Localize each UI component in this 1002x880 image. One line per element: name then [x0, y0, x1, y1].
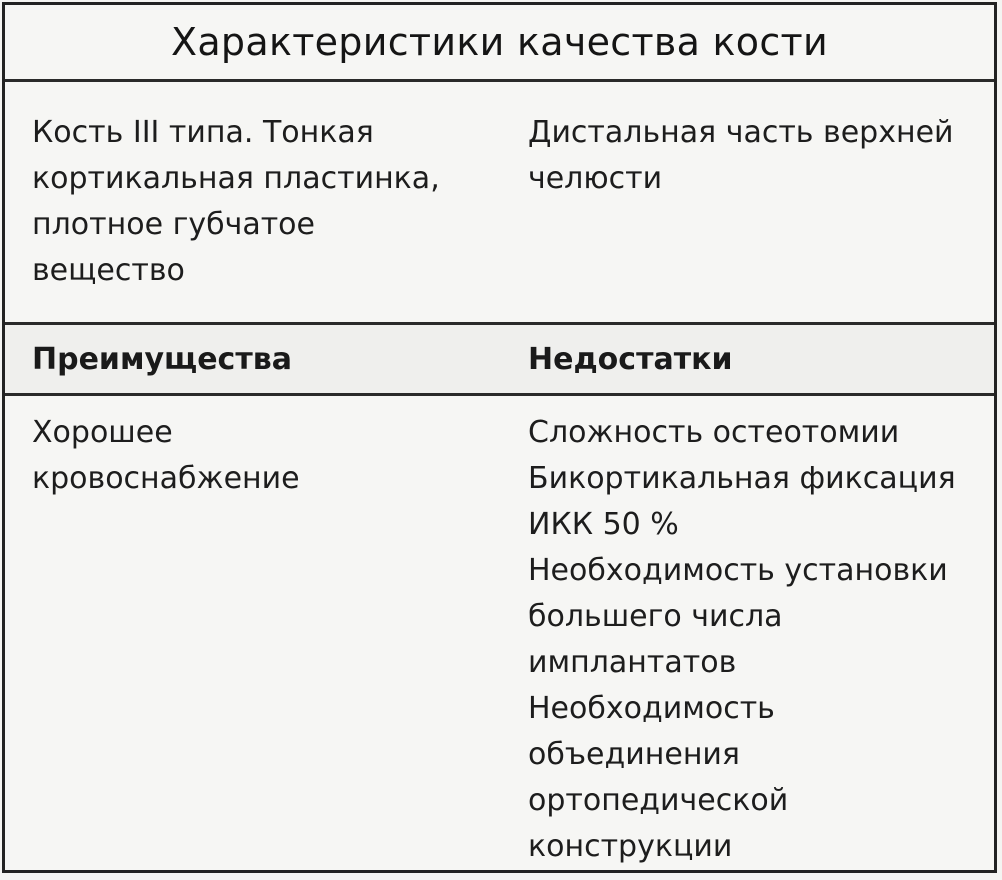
table-title-row [5, 5, 994, 82]
disadvantage-line: объединения [528, 737, 740, 772]
advantage-line: кровоснабжение [32, 461, 300, 496]
description-row [5, 82, 994, 325]
bone-quality-table [2, 2, 997, 873]
bone-type-description [32, 110, 502, 294]
disadvantage-line: Необходимость [528, 691, 775, 726]
bone-type-line: плотное губчатое [32, 207, 315, 242]
bone-type-line: Кость III типа. Тонкая [32, 115, 374, 150]
disadvantage-line: ортопедической [528, 783, 789, 818]
advantage-line: Хорошее [32, 415, 173, 450]
advantages-cell [32, 410, 502, 502]
disadvantage-line: большего числа [528, 599, 783, 634]
location-description [528, 110, 988, 202]
location-line: Дистальная часть верхней [528, 115, 954, 150]
header-row [5, 325, 994, 396]
disadvantage-line: Бикортикальная фиксация [528, 461, 956, 496]
disadvantage-line: конструкции [528, 829, 733, 864]
disadvantage-line: Сложность остеотомии [528, 415, 900, 450]
body-row [5, 396, 994, 870]
bone-type-line: вещество [32, 253, 185, 288]
advantages-header: Преимущества [32, 342, 292, 377]
table-title: Характеристики качества кости [171, 20, 828, 64]
disadvantages-header: Недостатки [528, 342, 733, 377]
disadvantage-line: имплантатов [528, 645, 737, 680]
bone-type-line: кортикальная пластинка, [32, 161, 440, 196]
disadvantages-cell [528, 410, 988, 870]
location-line: челюсти [528, 161, 663, 196]
disadvantage-line: ИКК 50 % [528, 507, 679, 542]
disadvantage-line: Необходимость установки [528, 553, 948, 588]
